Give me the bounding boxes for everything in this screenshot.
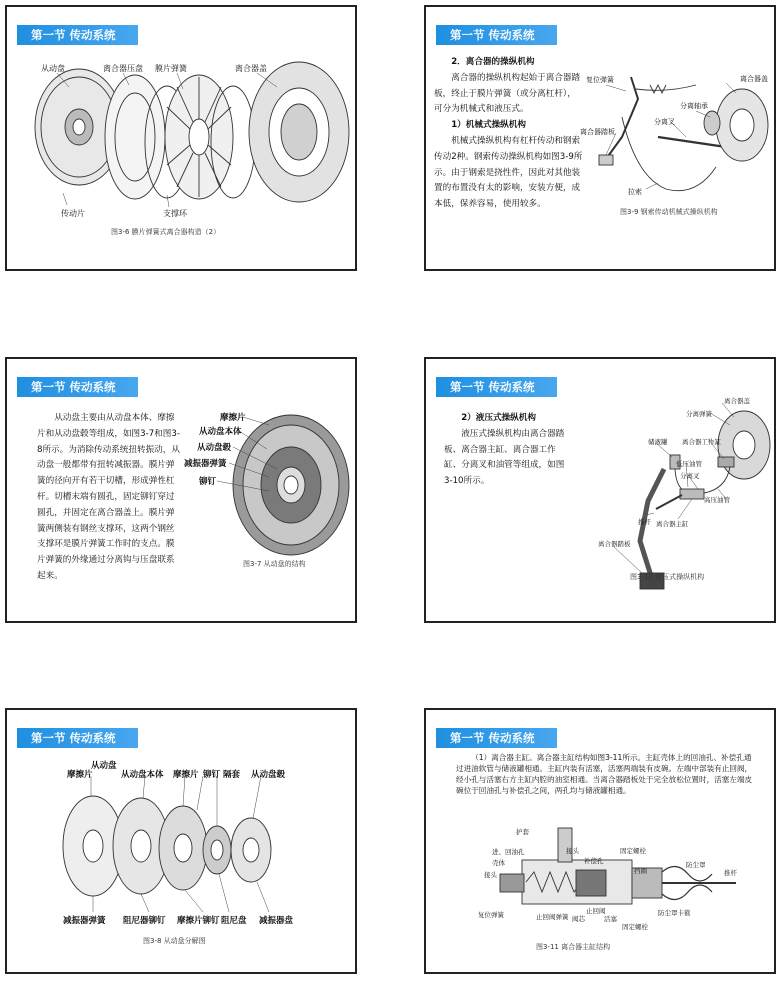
figure-caption: 图3-10 液压式操纵机构 bbox=[630, 573, 705, 581]
slide-master-cylinder bbox=[424, 708, 776, 974]
label-clutch-pedal: 离合器踏板 bbox=[598, 540, 631, 548]
label-driven-disc: 从动盘 bbox=[41, 64, 65, 73]
label-cable: 拉索 bbox=[628, 188, 642, 196]
label-release-fork: 分离叉 bbox=[654, 118, 675, 126]
section-header: 第一节 传动系统 bbox=[17, 25, 138, 45]
heading: 2）液压式操纵机构 bbox=[461, 413, 536, 423]
label-push-rod: 推杆 bbox=[724, 869, 737, 877]
driven-disc-exploded-illustration bbox=[7, 710, 357, 974]
label-high-pressure-pipe: 高压油管 bbox=[704, 496, 730, 504]
label-working-cylinder: 离合器工作缸 bbox=[682, 438, 721, 446]
label-return-spring: 复位弹簧 bbox=[586, 76, 614, 84]
label-low-pressure-pipe: 低压油管 bbox=[676, 460, 702, 468]
label-fix-bolt: 固定螺栓 bbox=[620, 847, 646, 855]
label-disc-hub: 从动盘毂 bbox=[251, 770, 286, 780]
label-damper-spring: 减振器弹簧 bbox=[184, 459, 227, 469]
subheading: 1）机械式操纵机构 bbox=[451, 120, 526, 131]
label-housing: 壳体 bbox=[492, 859, 505, 867]
label-return-spring: 复位弹簧 bbox=[478, 911, 504, 919]
label-support-ring: 支撑环 bbox=[163, 209, 187, 218]
label-dust-cover: 防尘罩 bbox=[686, 861, 706, 869]
slide-clutch-structure bbox=[5, 5, 357, 271]
label-clutch-cover: 离合器盖 bbox=[235, 64, 267, 73]
label-fix-bolt-2: 固定螺栓 bbox=[622, 923, 648, 931]
label-check-valve: 止回阀 bbox=[586, 907, 606, 915]
label-friction-rivet: 摩擦片铆钉 bbox=[177, 916, 220, 926]
driven-disc-illustration bbox=[7, 359, 357, 623]
figure-caption: 图3-8 从动盘分解图 bbox=[143, 937, 206, 945]
label-joint-2: 接头 bbox=[484, 871, 497, 879]
label-stop-ring: 挡圈 bbox=[634, 867, 647, 875]
label-release-bearing: 分离轴承 bbox=[680, 102, 708, 110]
label-release-fork: 分离叉 bbox=[680, 472, 700, 480]
slide-clutch-operating-mechanism bbox=[424, 5, 776, 271]
label-damper-spring: 减振器弹簧 bbox=[63, 916, 106, 926]
label-disc-body: 从动盘本体 bbox=[121, 770, 164, 780]
label-inlet: 进、回油孔 bbox=[492, 848, 525, 856]
label-master-cylinder: 离合器主缸 bbox=[656, 520, 689, 528]
section-header: 第一节 传动系统 bbox=[436, 728, 557, 748]
intro-paragraph: 离合器的操纵机构起始于离合器踏板，终止于膜片弹簧（或分离杠杆），可分为机械式和液压式。 bbox=[434, 72, 581, 115]
label-damping-plate: 阻尼盘 bbox=[221, 916, 247, 926]
label-reservoir: 储液罐 bbox=[648, 438, 668, 446]
label-diaphragm-spring: 膜片弹簧 bbox=[155, 64, 187, 73]
label-release-spring: 分离弹簧 bbox=[686, 410, 712, 418]
label-push-rod: 推杆 bbox=[638, 518, 651, 526]
figure-caption: 图3-6 膜片弹簧式离合器构造（2） bbox=[111, 228, 221, 236]
body-paragraph: 机械式操纵机构有杠杆传动和钢索传动2种。钢索传动操纵机构如图3-9所示。由于钢索是挠性件，因此对其他装置的布置没有太的影响，安装方便，成本低，保养容易，使用较多。 bbox=[434, 135, 583, 210]
section-header: 第一节 传动系统 bbox=[17, 728, 138, 748]
label-spacer: 隔套 bbox=[223, 770, 241, 780]
slide-driven-disc-exploded bbox=[5, 708, 357, 974]
label-disc-hub: 从动盘毂 bbox=[197, 443, 232, 453]
label-rivet: 铆钉 bbox=[199, 477, 217, 487]
heading: 2．离合器的操纵机构 bbox=[451, 57, 535, 67]
body-paragraph: （1）离合器主缸。离合器主缸结构如图3-11所示。主缸壳体上的回油孔、补偿孔通过进油软管与储液罐相通。主缸内装有活塞，活塞两端装有皮碗。左端中部装有止回阀，经小孔与活塞右方主缸内腔的油室相通。当离合器踏板处于完全放松位置时，活塞左端皮碗位于回油孔与补偿孔之间，两孔均与储液罐相通。 bbox=[456, 753, 753, 795]
label-fill-hole: 补偿孔 bbox=[584, 857, 604, 865]
label-damper-disc: 减振器盘 bbox=[259, 916, 294, 926]
label-piston: 活塞 bbox=[604, 915, 617, 923]
label-clutch-cover: 离合器盖 bbox=[724, 397, 750, 405]
label-disc-body: 从动盘本体 bbox=[199, 427, 242, 437]
section-header: 第一节 传动系统 bbox=[436, 25, 557, 45]
label-damping-rivet: 阻尼器铆钉 bbox=[123, 916, 166, 926]
slide-driven-disc-structure bbox=[5, 357, 357, 623]
slide-hydraulic-mechanism bbox=[424, 357, 776, 623]
label-drive-piece: 传动片 bbox=[61, 209, 85, 218]
label-clutch-pedal: 离合器踏板 bbox=[580, 128, 615, 136]
label-clutch-cover: 离合器盖 bbox=[740, 75, 768, 83]
label-pressure-plate: 离合器压盘 bbox=[103, 64, 143, 73]
label-dust-cover-clip: 防尘罩卡箍 bbox=[658, 909, 691, 917]
figure-caption: 图3-11 离合器主缸结构 bbox=[536, 943, 611, 951]
body-paragraph: 液压式操纵机构由离合器踏板、离合器主缸、离合器工作缸、分离叉和油管等组成，如图3-10所示。 bbox=[444, 428, 565, 487]
cable-mechanism-illustration bbox=[426, 7, 776, 271]
label-friction-plate: 摩擦片 bbox=[220, 413, 246, 423]
figure-caption: 图3-7 从动盘的结构 bbox=[243, 560, 306, 568]
label-rivet: 铆钉 bbox=[203, 770, 221, 780]
section-header: 第一节 传动系统 bbox=[436, 377, 557, 397]
label-check-valve-spring: 止回阀弹簧 bbox=[536, 913, 569, 921]
figure-caption: 图3-9 钢索传动机械式操纵机构 bbox=[620, 208, 718, 216]
body-paragraph: 从动盘主要由从动盘本体、摩擦片和从动盘毂等组成，如图3-7和图3-8所示。为消除传动系统扭转振动，从动盘一般都带有扭转减振器。膜片弹簧的径向开有若干切槽，形成弹性杠杆。切槽末端有圆孔，固定铆钉穿过圆孔，并固定在离合器盖上。膜片弹簧两侧装有钢丝支撑环，这两个钢丝支撑环是膜片弹簧工作时的支点。膜片弹簧的外缘通过分离钩与压盘联系起来。 bbox=[37, 413, 180, 581]
label-friction-plate: 摩擦片 bbox=[67, 770, 93, 780]
section-header: 第一节 传动系统 bbox=[17, 377, 138, 397]
label-joint: 接头 bbox=[566, 847, 579, 855]
label-disc: 从动盘 bbox=[91, 761, 117, 771]
master-cylinder-illustration bbox=[426, 710, 776, 974]
label-boot: 护套 bbox=[516, 828, 529, 836]
label-friction-plate-rivet: 摩擦片 bbox=[173, 770, 199, 780]
label-valve-seat: 阀芯 bbox=[572, 915, 585, 923]
